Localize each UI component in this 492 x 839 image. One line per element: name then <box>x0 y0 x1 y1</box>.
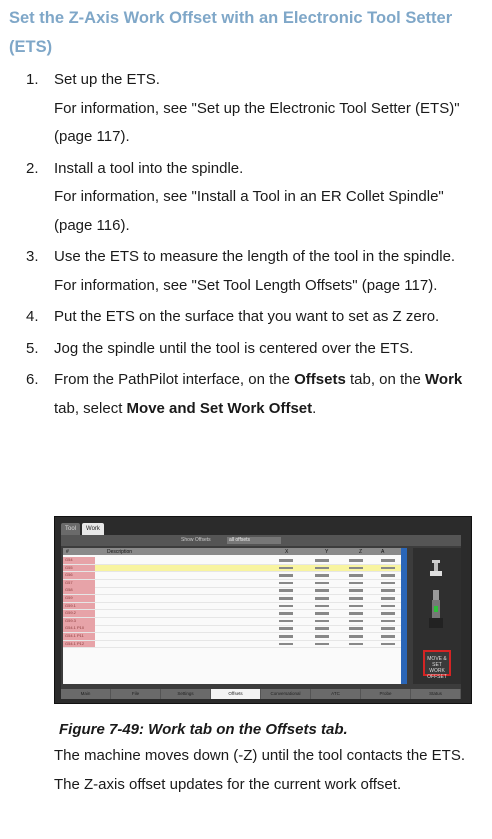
row-name: G57 <box>63 580 95 587</box>
table-cell <box>315 620 329 623</box>
table-cell <box>381 597 395 600</box>
table-row[interactable] <box>63 641 401 649</box>
table-cell <box>315 574 329 577</box>
table-cell <box>279 635 293 638</box>
step-item <box>0 366 474 423</box>
step-text: From the PathPilot interface, on the Offsets tab, on the Work tab, select Move and Set Work Offset. <box>54 371 463 417</box>
table-cell <box>349 627 363 630</box>
column-header: Z <box>359 549 363 555</box>
table-cell <box>381 643 395 646</box>
step-number: 1. <box>26 71 39 88</box>
table-cell <box>349 574 363 577</box>
section-title: Set the Z-Axis Work Offset with an Electronic Tool Setter (ETS) <box>9 9 453 56</box>
table-cell <box>349 582 363 585</box>
table-cell <box>349 597 363 600</box>
step-item <box>0 155 474 241</box>
table-cell <box>381 620 395 623</box>
column-header: Y <box>325 549 329 555</box>
table-cell <box>315 605 329 608</box>
table-cell <box>381 567 395 570</box>
work-offsets-table <box>63 548 401 684</box>
table-cell <box>279 582 293 585</box>
tool-setter-icon <box>429 560 443 630</box>
step-item <box>0 335 474 364</box>
column-header: A <box>381 549 385 555</box>
step-text: Use the ETS to measure the length of the tool in the spindle. <box>54 248 456 265</box>
row-name: G59.3 <box>63 618 95 625</box>
table-cell <box>315 627 329 630</box>
row-name: G58 <box>63 587 95 594</box>
table-cell <box>349 635 363 638</box>
row-name: G59.1 <box>63 603 95 610</box>
row-name: G54 <box>63 557 95 564</box>
table-cell <box>279 589 293 592</box>
table-cell <box>349 643 363 646</box>
table-cell <box>279 620 293 623</box>
table-cell <box>381 605 395 608</box>
row-name: G54.1 P12 <box>63 641 95 648</box>
table-cell <box>381 559 395 562</box>
tab-status[interactable]: Status <box>411 689 461 699</box>
move-and-set-work-offset-button[interactable]: MOVE & SET WORK OFFSET <box>423 650 451 676</box>
step-info: For information, see "Install a Tool in an ER Collet Spindle" (page 116). <box>54 188 444 234</box>
filter-toolbar <box>61 535 461 546</box>
table-cell <box>349 612 363 615</box>
step-number: 4. <box>26 308 39 325</box>
table-cell <box>349 620 363 623</box>
table-cell <box>279 612 293 615</box>
step-number: 3. <box>26 248 39 265</box>
table-cell <box>315 635 329 638</box>
offsets-top-tabs <box>61 523 104 535</box>
table-cell <box>279 627 293 630</box>
step-number: 6. <box>26 371 39 388</box>
row-name: G54.1 P11 <box>63 633 95 640</box>
step-item <box>0 303 474 332</box>
column-header: # <box>66 549 69 555</box>
table-header <box>63 548 401 555</box>
tab-conversational[interactable]: Conversational <box>261 689 311 699</box>
table-cell <box>349 567 363 570</box>
filter-label: Show Offsets <box>181 537 211 543</box>
table-cell <box>279 567 293 570</box>
figure-caption: Figure 7-49: Work tab on the Offsets tab. <box>59 721 348 738</box>
table-cell <box>315 643 329 646</box>
offsets-screenshot <box>54 516 472 704</box>
row-name: G54.1 P10 <box>63 625 95 632</box>
step-text: Put the ETS on the surface that you want to set as Z zero. <box>54 308 440 325</box>
table-cell <box>279 559 293 562</box>
filter-select[interactable]: all offsets <box>227 537 281 544</box>
step-info: For information, see "Set Tool Length Offsets" (page 117). <box>54 276 438 294</box>
tab-atc[interactable]: ATC <box>311 689 361 699</box>
tab-settings[interactable]: Settings <box>161 689 211 699</box>
step-number: 2. <box>26 159 39 177</box>
tab-work[interactable]: Work <box>82 523 104 535</box>
tab-offsets[interactable]: Offsets <box>211 689 261 699</box>
table-cell <box>381 612 395 615</box>
table-cell <box>279 643 293 646</box>
table-cell <box>349 589 363 592</box>
table-cell <box>279 574 293 577</box>
row-name: G55 <box>63 565 95 572</box>
step-item <box>0 243 474 300</box>
row-name: G59 <box>63 595 95 602</box>
column-header: X <box>285 549 289 555</box>
table-cell <box>315 559 329 562</box>
table-cell <box>381 582 395 585</box>
table-cell <box>279 605 293 608</box>
table-cell <box>381 635 395 638</box>
table-scrollbar[interactable] <box>401 548 407 684</box>
table-cell <box>349 605 363 608</box>
result-paragraph: The machine moves down (-Z) until the tool contacts the ETS. The Z-axis offset updates for the current work offset. <box>54 747 466 793</box>
table-cell <box>279 597 293 600</box>
table-cell <box>349 559 363 562</box>
table-cell <box>315 597 329 600</box>
step-item <box>0 66 474 152</box>
row-name: G56 <box>63 572 95 579</box>
row-name: G59.2 <box>63 610 95 617</box>
column-header: Description <box>107 549 133 555</box>
tab-main[interactable]: Main <box>61 689 111 699</box>
step-text: Jog the spindle until the tool is centered over the ETS. <box>54 339 414 357</box>
step-text: Set up the ETS. <box>54 71 160 88</box>
table-cell <box>315 582 329 585</box>
main-bottom-tabs <box>61 689 461 699</box>
step-info: For information, see "Set up the Electronic Tool Setter (ETS)" (page 117). <box>54 99 460 145</box>
steps-list <box>0 66 492 426</box>
tab-file[interactable]: File <box>111 689 161 699</box>
table-cell <box>315 612 329 615</box>
table-cell <box>315 589 329 592</box>
work-tab-panel <box>61 535 461 689</box>
table-cell <box>381 589 395 592</box>
step-number: 5. <box>26 339 39 357</box>
table-cell <box>381 574 395 577</box>
ets-side-panel <box>413 548 461 684</box>
tab-tool[interactable]: Tool <box>61 523 80 535</box>
tab-probe[interactable]: Probe <box>361 689 411 699</box>
step-text: Install a tool into the spindle. <box>54 159 244 177</box>
table-cell <box>381 627 395 630</box>
table-cell <box>315 567 329 570</box>
